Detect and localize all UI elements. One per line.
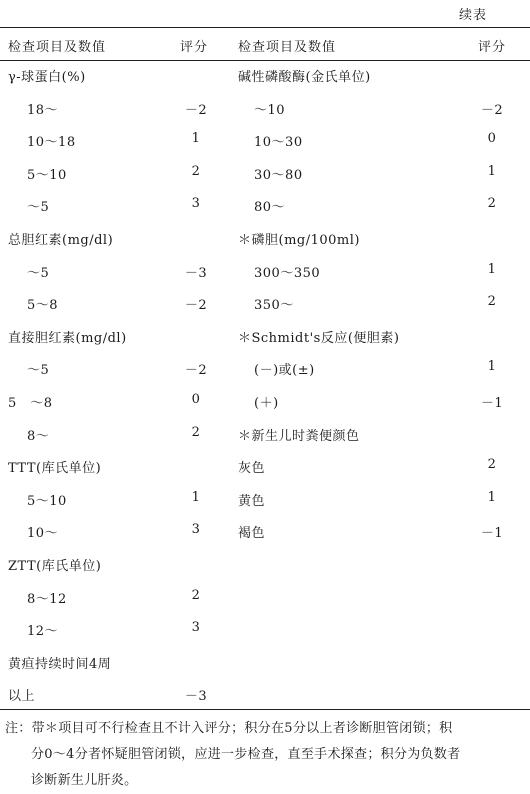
- right-item-label: (－)或(±): [254, 363, 315, 379]
- table-note: [5, 716, 527, 794]
- right-item-score: 1: [487, 163, 497, 179]
- left-item-label: 5～10: [27, 493, 67, 509]
- right-item-label: 300～350: [254, 265, 321, 281]
- left-item-label: 10～: [27, 526, 59, 542]
- right-item-score: 1: [487, 489, 497, 505]
- note-line-1: 注：带＊项目可不行检查且不计入评分；积分在5分以上者诊断胆管闭锁；积: [5, 721, 453, 736]
- right-item-label: (＋): [254, 396, 279, 411]
- left-item-label: 直接胆红素(mg/dl): [8, 330, 127, 346]
- right-item-label: 350～: [254, 298, 294, 314]
- left-item-label: ～5: [27, 265, 50, 281]
- right-item-label: 80～: [254, 200, 286, 216]
- left-item-score: 3: [191, 620, 201, 636]
- left-item-score: －2: [184, 298, 208, 314]
- header-right-score: 评分: [478, 40, 507, 55]
- left-item-score: －2: [184, 363, 208, 379]
- left-item-score: －2: [184, 102, 208, 118]
- left-item-label: γ-球蛋白(%): [8, 70, 86, 85]
- right-item-score: －1: [480, 526, 504, 542]
- left-item-label: ZTT(库氏单位): [8, 559, 102, 574]
- right-item-label: 30～80: [254, 167, 303, 183]
- right-item-label: 灰色: [238, 461, 266, 477]
- right-item-label: 10～30: [254, 135, 303, 151]
- right-item-label: 黄色: [238, 493, 266, 509]
- left-item-label: TTT(库氏单位): [8, 461, 102, 477]
- left-item-label: ～5: [27, 200, 50, 216]
- left-item-label: 5 ～8: [8, 396, 53, 411]
- left-item-score: 3: [191, 522, 201, 538]
- left-item-label: 总胆红素(mg/dl): [8, 233, 114, 248]
- left-item-label: 10～18: [27, 135, 76, 151]
- right-item-score: 0: [487, 131, 497, 147]
- right-item-score: 2: [487, 457, 497, 473]
- right-item-label: ＊Schmidt's反应(便胆素): [238, 330, 400, 346]
- left-item-label: 12～: [27, 624, 59, 640]
- header-rule: [0, 60, 530, 61]
- right-item-label: 褐色: [238, 526, 266, 542]
- note-line-2: 分0～4分者怀疑胆管闭锁，应进一步检查，直至手术探查；积分为负数者: [31, 747, 461, 762]
- left-item-label: 8～: [27, 428, 50, 444]
- header-left-score: 评分: [180, 40, 209, 55]
- left-item-label: 黄疸持续时间4周: [8, 656, 112, 672]
- right-item-label: ＊磷胆(mg/100ml): [238, 233, 360, 248]
- right-item-label: 碱性磷酸酶(金氏单位): [238, 70, 371, 85]
- right-item-label: ＊新生儿时粪便颜色: [238, 428, 360, 444]
- left-item-label: 5～8: [27, 298, 59, 314]
- left-item-score: 2: [191, 587, 201, 603]
- right-item-score: 2: [487, 294, 497, 310]
- left-item-score: 0: [191, 392, 201, 407]
- header-left-item: 检查项目及数值: [8, 40, 107, 55]
- continued-label: 续表: [459, 8, 488, 23]
- right-item-score: －2: [480, 102, 504, 118]
- left-item-label: ～5: [27, 363, 50, 379]
- left-item-score: 2: [191, 163, 201, 179]
- left-item-label: 18～: [27, 102, 59, 118]
- right-item-score: 1: [487, 359, 497, 375]
- table-bottom-rule: [0, 709, 530, 710]
- left-item-label: 5～10: [27, 167, 67, 183]
- note-line-3: 诊断新生儿肝炎。: [31, 773, 138, 788]
- header-right-item: 检查项目及数值: [238, 40, 337, 55]
- left-item-score: 1: [191, 489, 201, 505]
- left-item-label: 以上: [8, 689, 36, 705]
- right-item-score: －1: [480, 396, 504, 411]
- left-item-score: －3: [184, 689, 208, 705]
- right-item-score: 2: [487, 196, 497, 212]
- table-top-rule: [0, 27, 530, 28]
- right-item-score: 1: [487, 261, 497, 277]
- left-item-label: 8～12: [27, 591, 67, 607]
- left-item-score: －3: [184, 265, 208, 281]
- left-item-score: 2: [191, 424, 201, 440]
- left-item-score: 3: [191, 196, 201, 212]
- right-item-label: ～10: [254, 102, 286, 118]
- left-item-score: 1: [191, 131, 201, 147]
